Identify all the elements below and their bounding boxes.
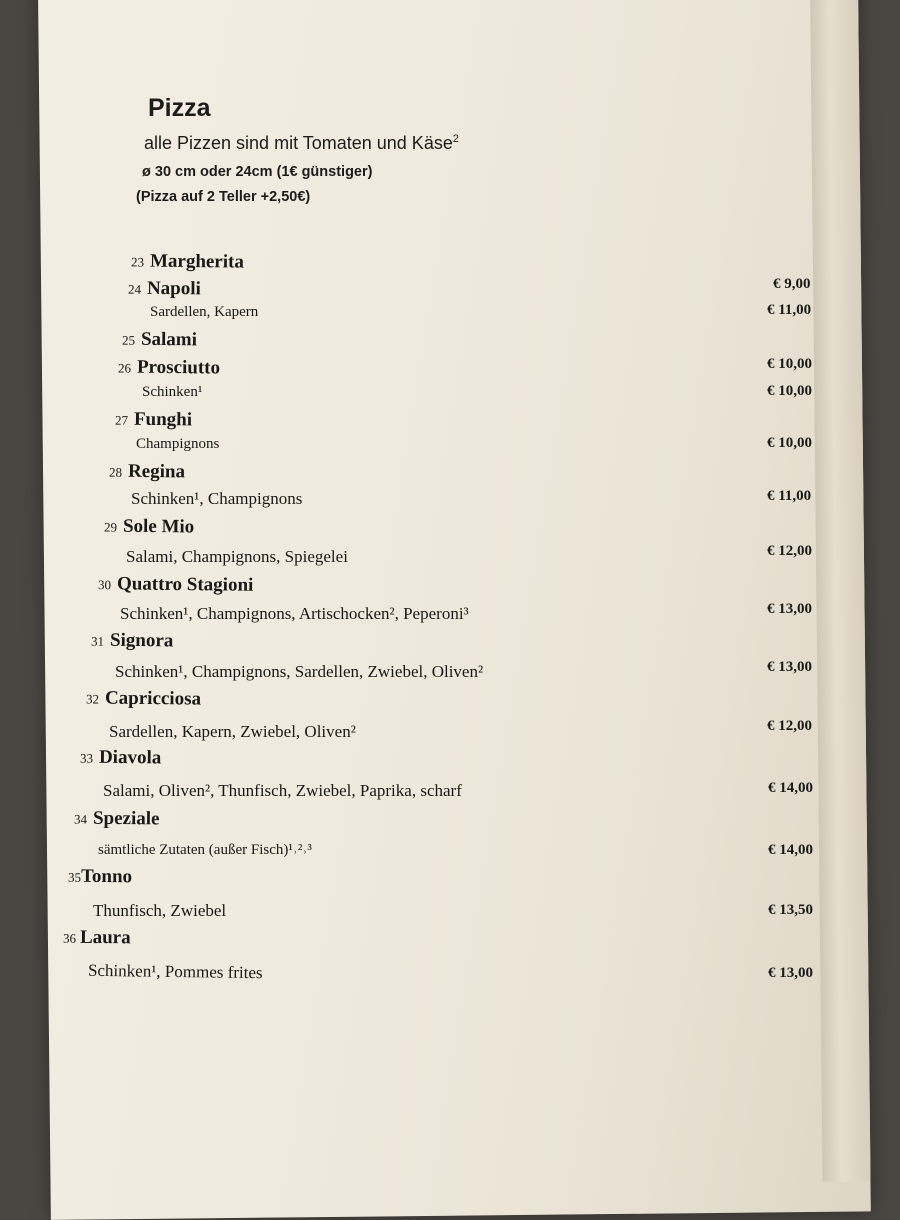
- item-name: Margherita: [149, 250, 245, 273]
- item-number: 35: [67, 869, 82, 885]
- item-number: 30: [97, 577, 112, 593]
- item-price: € 13,00: [768, 965, 813, 981]
- item-description: Salami, Oliven², Thunfisch, Zwiebel, Paprika, scharf: [103, 781, 462, 800]
- item-description: Champignons: [136, 436, 220, 452]
- menu-item-napoli: [128, 278, 201, 301]
- item-description: Salami, Champignons, Spiegelei: [126, 547, 348, 566]
- item-name: Salami: [140, 328, 198, 351]
- item-number: 25: [121, 332, 136, 348]
- subtitle-footnote: 2: [452, 133, 459, 145]
- item-name: Diavola: [98, 746, 162, 769]
- item-name: Signora: [109, 629, 174, 652]
- item-name: Capricciosa: [104, 687, 202, 710]
- item-description: Thunfisch, Zwiebel: [93, 901, 227, 920]
- item-number: 29: [103, 519, 118, 535]
- item-price: € 10,00: [767, 435, 812, 451]
- menu-item-diavola: [80, 747, 162, 770]
- item-number: 33: [79, 750, 94, 766]
- item-price: € 9,00: [773, 276, 811, 292]
- item-price: € 13,00: [767, 659, 812, 675]
- item-price: € 14,00: [768, 842, 813, 858]
- menu-title: Pizza: [148, 94, 211, 122]
- item-price: € 13,00: [767, 601, 812, 617]
- item-description: Schinken¹, Pommes frites: [87, 960, 263, 983]
- menu-item-speziale: [74, 808, 160, 831]
- menu-item-signora: [91, 630, 174, 653]
- item-number: 31: [90, 633, 105, 649]
- subtitle-text: alle Pizzen sind mit Tomaten und Käse: [144, 133, 453, 153]
- item-number: 27: [114, 412, 129, 428]
- item-description: Schinken¹, Champignons, Artischocken², Peperoni³: [120, 604, 469, 623]
- item-number: 36: [62, 930, 77, 946]
- item-number: 26: [117, 360, 132, 376]
- item-price: € 12,00: [767, 543, 812, 559]
- item-price: € 10,00: [767, 383, 812, 399]
- menu-item-tonno: [68, 866, 132, 889]
- item-name: Quattro Stagioni: [116, 573, 254, 596]
- item-name: Prosciutto: [136, 356, 221, 379]
- item-name: Napoli: [146, 277, 201, 300]
- item-price: € 13,50: [768, 902, 813, 918]
- item-price: € 11,00: [767, 302, 812, 318]
- item-description: Sardellen, Kapern: [150, 304, 259, 320]
- menu-item-salami: [122, 329, 197, 352]
- plate-note: (Pizza auf 2 Teller +2,50€): [136, 189, 311, 205]
- menu-item-capricciosa: [86, 687, 201, 710]
- item-price: € 10,00: [767, 356, 812, 372]
- item-name: Tonno: [80, 865, 133, 888]
- item-number: 28: [108, 464, 123, 480]
- menu-item-regina: [109, 461, 185, 484]
- item-description: sämtliche Zutaten (außer Fisch)¹˒²˒³: [98, 842, 312, 858]
- menu-item-funghi: [115, 409, 192, 432]
- menu-item-laura: [63, 927, 131, 950]
- item-description: Sardellen, Kapern, Zwiebel, Oliven²: [109, 722, 356, 741]
- item-number: 34: [73, 811, 88, 827]
- item-number: 32: [85, 691, 100, 707]
- item-name: Laura: [79, 926, 131, 949]
- menu-item-margherita: [131, 250, 244, 273]
- item-description: Schinken¹: [142, 384, 203, 400]
- item-name: Sole Mio: [122, 515, 195, 538]
- item-description: Schinken¹, Champignons: [131, 489, 303, 508]
- item-price: € 11,00: [767, 488, 812, 504]
- item-price: € 14,00: [768, 780, 813, 796]
- item-description: Schinken¹, Champignons, Sardellen, Zwiebel, Oliven²: [115, 662, 484, 681]
- menu-item-quattro-stagioni: [98, 573, 254, 597]
- item-name: Regina: [127, 460, 186, 483]
- menu-item-sole-mio: [104, 516, 194, 539]
- size-note: ø 30 cm oder 24cm (1€ günstiger): [142, 164, 373, 180]
- item-name: Speziale: [92, 807, 160, 830]
- item-number: 24: [127, 281, 142, 297]
- item-number: 23: [130, 254, 145, 270]
- item-price: € 12,00: [767, 718, 812, 734]
- menu-item-prosciutto: [118, 356, 220, 379]
- item-name: Funghi: [133, 408, 193, 431]
